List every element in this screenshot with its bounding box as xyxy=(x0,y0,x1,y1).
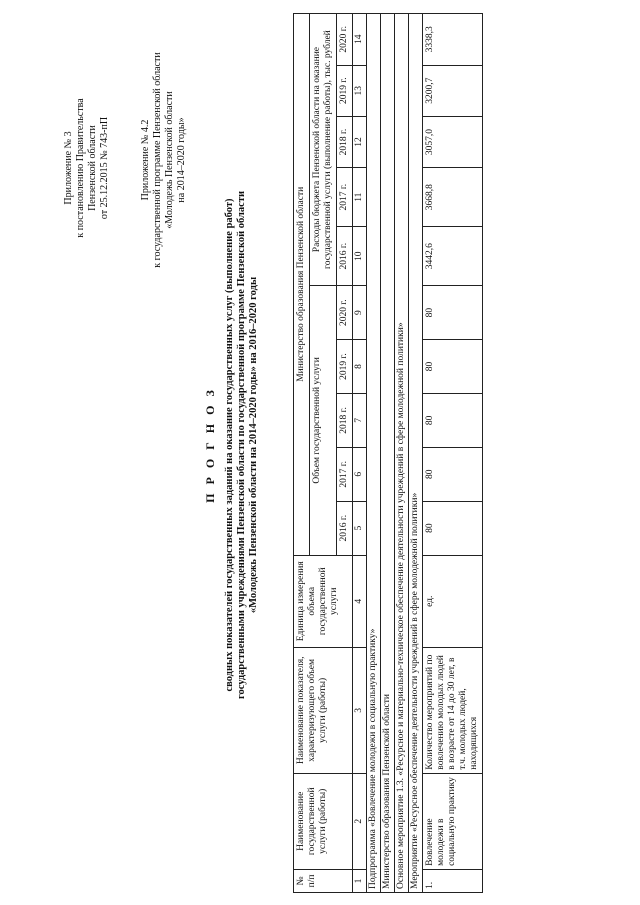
column-number: 7 xyxy=(353,393,367,447)
expense-value: 3057,0 xyxy=(423,116,483,167)
header-year: 2017 г. xyxy=(337,168,353,227)
appendix-3-line: к постановлению Правительства xyxy=(75,98,86,238)
header-year: 2019 г. xyxy=(337,340,353,394)
main-activity-title: Основное мероприятие 1.3. «Ресурсное и материально-техническое обеспечение деятельности учреждений в сфере молодежной политики» xyxy=(395,14,409,893)
header-year: 2018 г. xyxy=(337,116,353,167)
appendix-3-block xyxy=(63,73,111,263)
activity-title: Мероприятие «Ресурсное обеспечение деятельности учреждений в сфере молодежной политики» xyxy=(409,14,423,893)
header-number: № п/п xyxy=(294,869,353,892)
expense-value: 3668,8 xyxy=(423,168,483,227)
subprogram-title: Подпрограмма «Вовлечение молодежи в социальную практику» xyxy=(367,14,381,893)
column-number: 12 xyxy=(353,116,367,167)
column-number: 5 xyxy=(353,501,367,555)
column-number: 4 xyxy=(353,555,367,647)
column-number: 1 xyxy=(353,869,367,892)
forecast-table xyxy=(293,13,483,893)
header-year: 2020 г. xyxy=(337,286,353,340)
column-number: 2 xyxy=(353,773,367,869)
appendix-4-2-line: Приложение № 4.2 xyxy=(140,119,151,201)
header-ministry: Министерство образования Пензенской области xyxy=(294,14,310,556)
column-number: 9 xyxy=(353,286,367,340)
header-row-1 xyxy=(294,14,310,893)
appendix-4-2-line: «Молодежь Пензенской области xyxy=(164,91,175,229)
header-unit: Единица измерения объема государственной услуги xyxy=(294,555,353,647)
header-service-name: Наименование государственной услуги (работы) xyxy=(294,773,353,869)
volume-value: 80 xyxy=(423,286,483,340)
column-number: 8 xyxy=(353,340,367,394)
column-number: 10 xyxy=(353,227,367,286)
header-year: 2016 г. xyxy=(337,501,353,555)
column-number-row xyxy=(353,14,367,893)
column-number: 11 xyxy=(353,168,367,227)
section-row xyxy=(409,14,423,893)
row-indicator-name: Количество мероприятий по вовлечению молодых людей в возрасте от 14 до 30 лет, в т.ч. молодых людей, находящихся xyxy=(423,647,483,773)
row-service-name: Вовлечение молодежи в социальную практику xyxy=(423,773,483,869)
column-number: 14 xyxy=(353,14,367,66)
subtitle-line: сводных показателей государственных заданий на оказание государственных услуг (выполнение работ) xyxy=(224,198,235,692)
header-year: 2019 г. xyxy=(337,65,353,116)
expense-value: 3200,7 xyxy=(423,65,483,116)
header-year: 2017 г. xyxy=(337,447,353,501)
header-expense-group: Расходы бюджета Пензенской области на оказание государственной услуги (выполнение работы), тыс. рублей xyxy=(310,14,337,286)
column-number: 13 xyxy=(353,65,367,116)
row-unit: ед. xyxy=(423,555,483,647)
header-year: 2020 г. xyxy=(337,14,353,66)
document-title: П Р О Г Н О З xyxy=(203,387,217,503)
appendix-4-2-line: к государственной программе Пензенской области xyxy=(152,52,163,268)
subtitle-line: «Молодежь Пензенской области на 2014–2020 годы» на 2016–2020 годы xyxy=(248,276,259,614)
appendix-3-line: Пензенской области xyxy=(87,125,98,211)
row-number: 1. xyxy=(423,869,483,892)
section-row xyxy=(367,14,381,893)
expense-value: 3338,3 xyxy=(423,14,483,66)
appendix-3-line: от 25.12.2015 № 743-пП xyxy=(99,116,110,220)
header-year: 2018 г. xyxy=(337,393,353,447)
table-row xyxy=(423,14,483,893)
section-row xyxy=(395,14,409,893)
title-block xyxy=(203,125,260,765)
appendix-4-2-line: на 2014–2020 годы» xyxy=(176,117,187,203)
subtitle-line: государственными учреждениями Пензенской области по государственной программе Пензенской области xyxy=(236,190,247,700)
appendix-4-2-block xyxy=(140,25,188,295)
volume-value: 80 xyxy=(423,393,483,447)
ministry-title: Министерство образования Пензенской области xyxy=(381,14,395,893)
header-indicator-name: Наименование показателя, характеризующего объем услуги (работы) xyxy=(294,647,353,773)
column-number: 3 xyxy=(353,647,367,773)
appendix-3-line: Приложение № 3 xyxy=(63,131,74,205)
header-volume-group: Объем государственной услуги xyxy=(310,286,337,555)
expense-value: 3442,6 xyxy=(423,227,483,286)
volume-value: 80 xyxy=(423,340,483,394)
header-year: 2016 г. xyxy=(337,227,353,286)
column-number: 6 xyxy=(353,447,367,501)
volume-value: 80 xyxy=(423,501,483,555)
volume-value: 80 xyxy=(423,447,483,501)
section-row xyxy=(381,14,395,893)
